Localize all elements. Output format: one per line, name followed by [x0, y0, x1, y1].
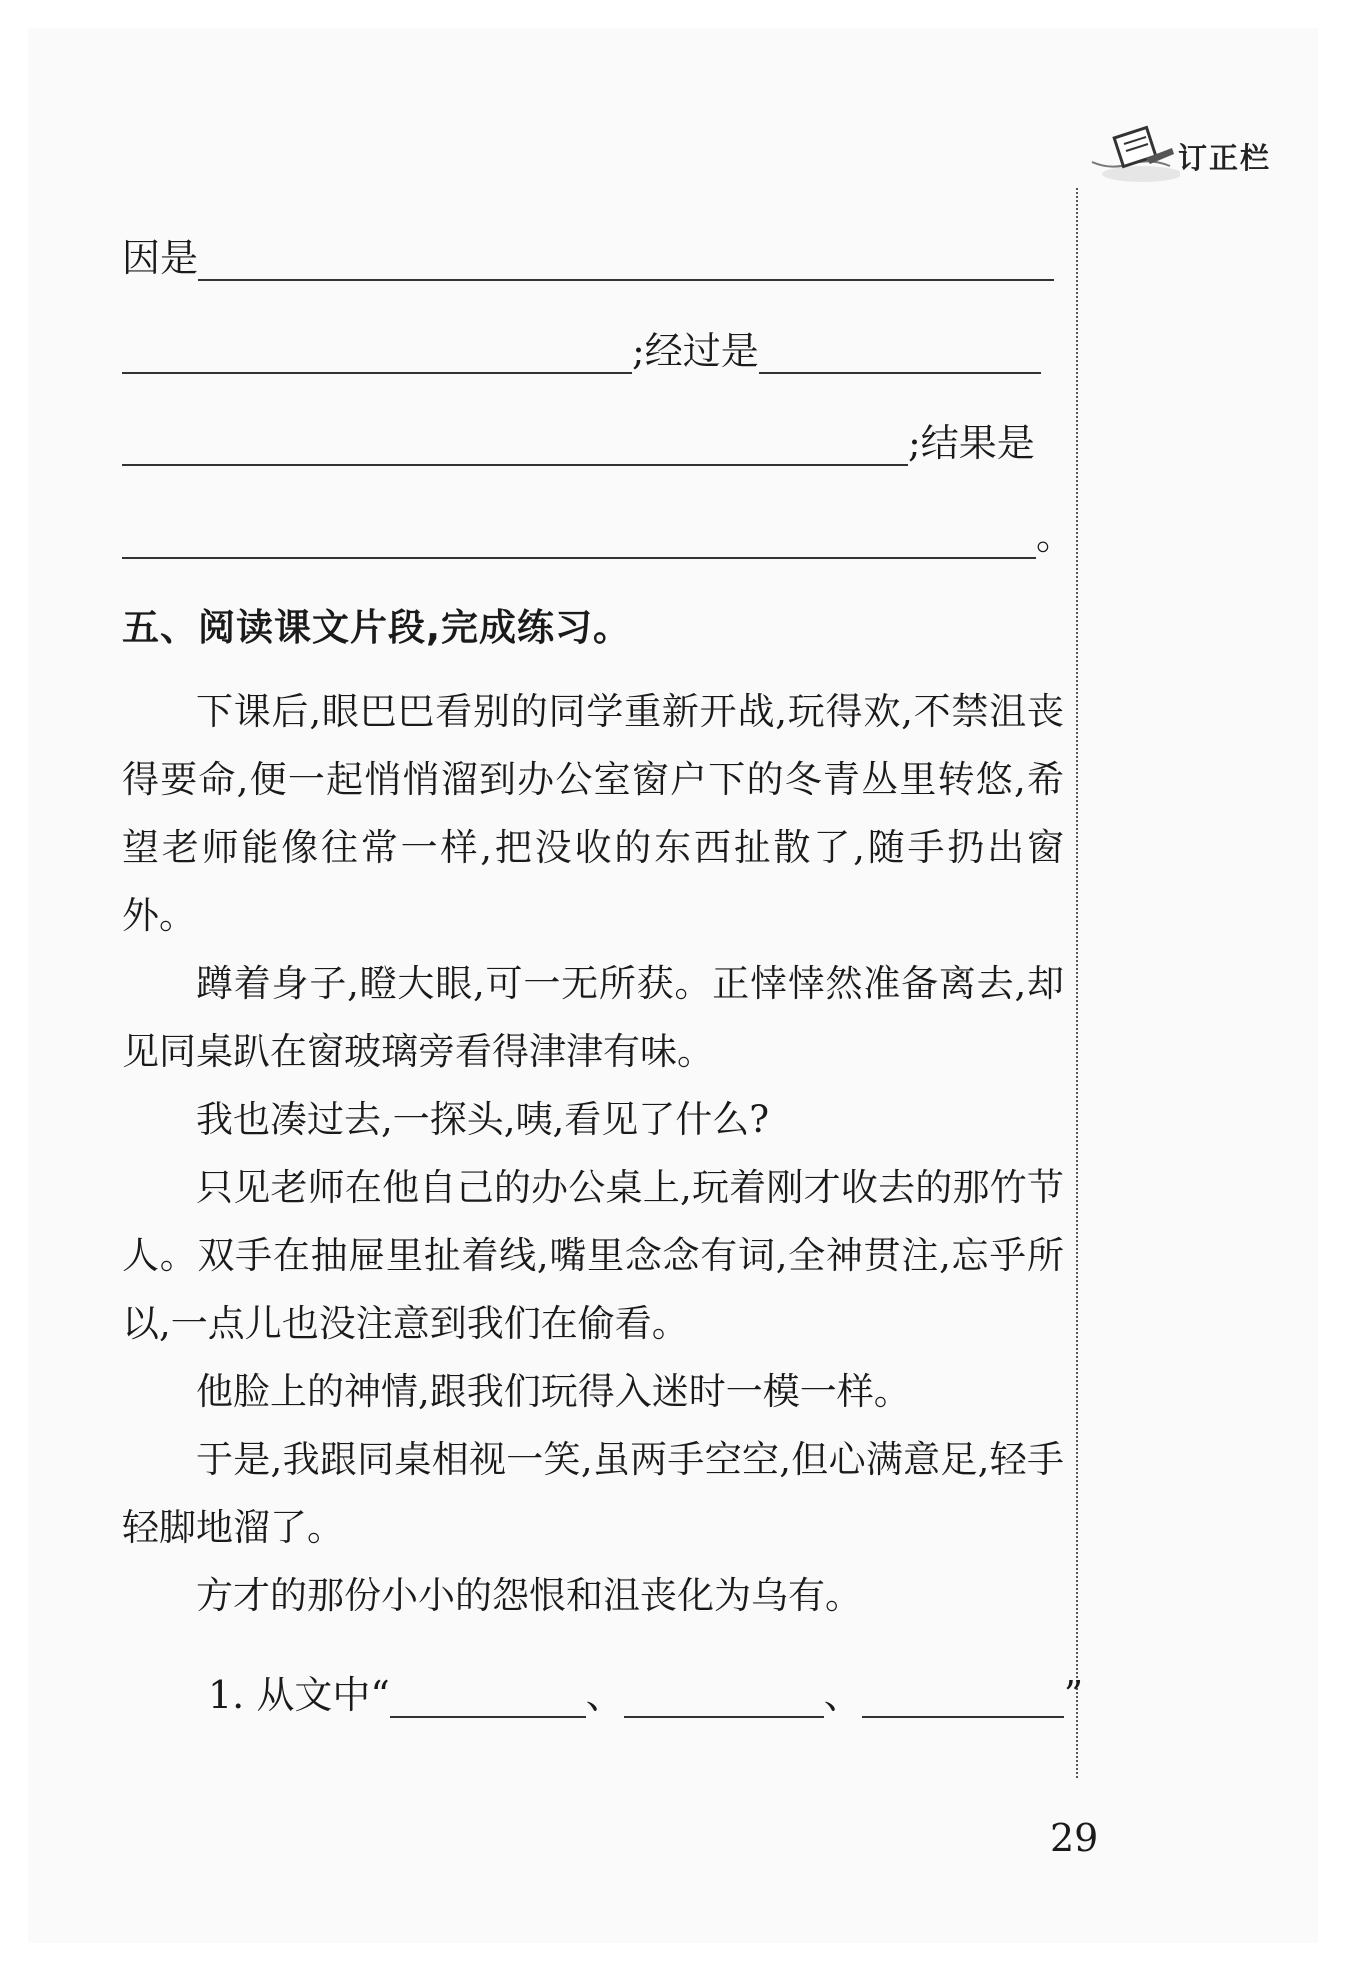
cause-blank[interactable]	[198, 278, 1054, 281]
blank-line-3	[122, 420, 1035, 466]
passage-paragraph: 下课后,眼巴巴看别的同学重新开战,玩得欢,不禁沮丧得要命,便一起悄悄溜到办公室窗户下的冬青丛里转悠,希望老师能像往常一样,把没收的东西扯散了,随手扔出窗外。	[122, 690, 1064, 937]
result-label: ;结果是	[908, 421, 1035, 465]
question-1-blank-3[interactable]	[862, 1715, 1064, 1718]
passage-paragraph: 方才的那份小小的怨恨和沮丧化为乌有。	[196, 1574, 862, 1617]
blank-line-1	[122, 235, 1054, 281]
period-mark: 。	[1036, 514, 1075, 558]
margin-divider	[1076, 188, 1078, 1778]
reading-passage	[122, 678, 1064, 1630]
question-1-blank-1[interactable]	[390, 1715, 586, 1718]
cause-label: 因是	[122, 236, 199, 280]
question-1-sep-2: 、	[823, 1673, 862, 1717]
cause-cont-blank[interactable]	[122, 371, 632, 374]
question-1-suffix: ”	[1063, 1673, 1084, 1717]
blank-line-4	[122, 513, 1074, 559]
question-1	[208, 1672, 1083, 1718]
blank-line-2	[122, 328, 1041, 374]
correction-column-title: 订正栏	[1178, 141, 1272, 175]
page-number: 29	[1050, 1816, 1099, 1860]
passage-paragraph: 蹲着身子,瞪大眼,可一无所获。正悻悻然准备离去,却见同桌趴在窗玻璃旁看得津津有味。	[122, 962, 1064, 1073]
process-cont-blank[interactable]	[122, 463, 908, 466]
question-1-sep-1: 、	[585, 1673, 624, 1717]
process-blank[interactable]	[759, 371, 1041, 374]
passage-paragraph: 我也凑过去,一探头,咦,看见了什么?	[196, 1098, 770, 1141]
section-title: 五、阅读课文片段,完成练习。	[122, 606, 632, 649]
question-1-prefix: 1. 从文中“	[208, 1673, 390, 1717]
passage-paragraph: 只见老师在他自己的办公桌上,玩着刚才收去的那竹节人。双手在抽屉里扯着线,嘴里念念有词,全神贯注,忘乎所以,一点儿也没注意到我们在偷看。	[122, 1166, 1064, 1345]
result-blank[interactable]	[122, 556, 1036, 559]
question-1-blank-2[interactable]	[624, 1715, 824, 1718]
pen-paper-icon	[1090, 118, 1180, 188]
process-label: ;经过是	[632, 329, 759, 373]
passage-paragraph: 于是,我跟同桌相视一笑,虽两手空空,但心满意足,轻手轻脚地溜了。	[122, 1438, 1064, 1549]
passage-paragraph: 他脸上的神情,跟我们玩得入迷时一模一样。	[196, 1370, 911, 1413]
